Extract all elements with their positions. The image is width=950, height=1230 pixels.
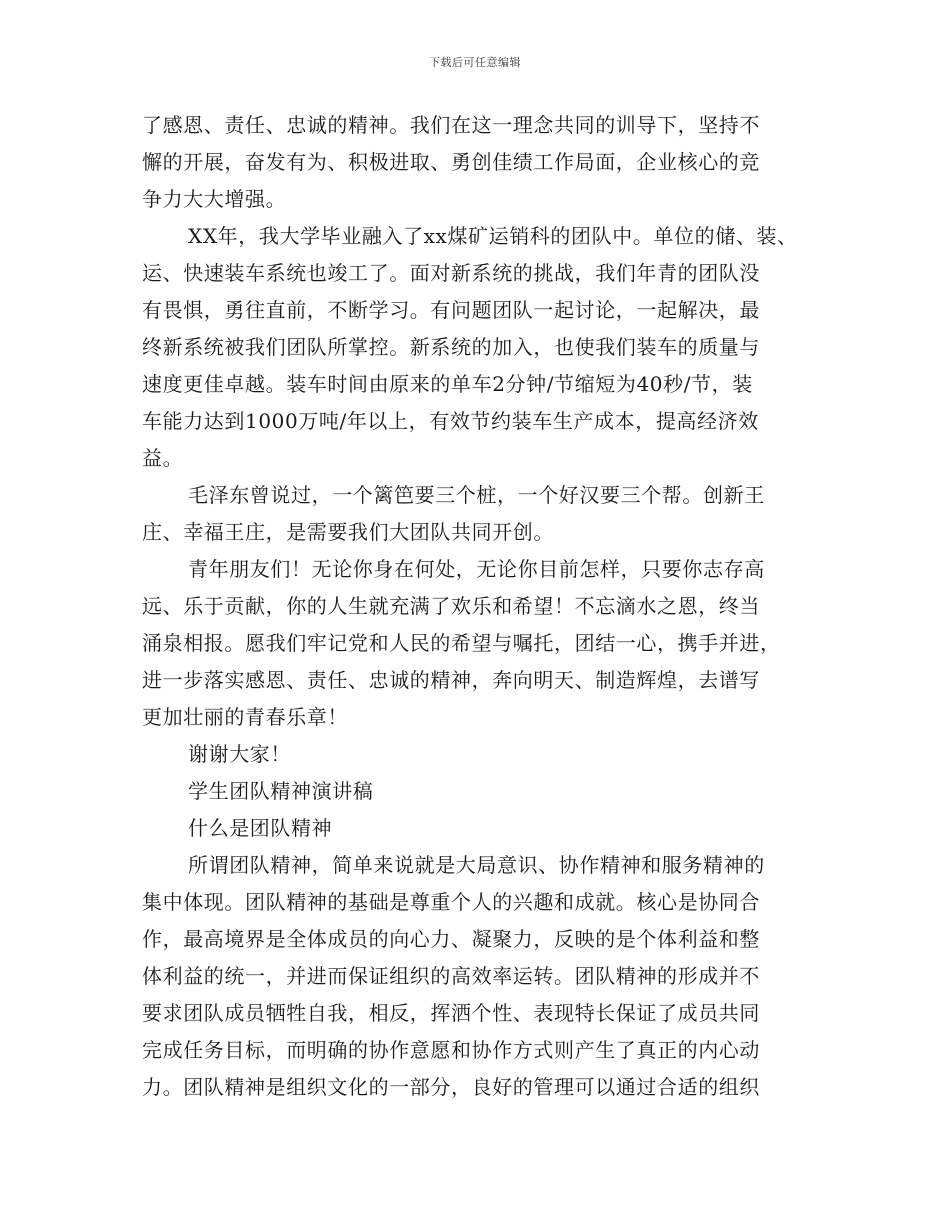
text-line: 益。 [142, 446, 184, 470]
page-header: 下载后可任意编辑 [429, 56, 521, 69]
text-line: 远、乐于贡献，你的人生就充满了欢乐和希望！不忘滴水之恩，终当 [142, 594, 760, 618]
text-line: 速度更佳卓越。装车时间由原来的单车2分钟/节缩短为40秒/节，装 [142, 372, 753, 396]
text-line: 完成任务目标，而明确的协作意愿和协作方式则产生了真正的内心动 [142, 1038, 760, 1062]
text-line: 懈的开展，奋发有为、积极进取、勇创佳绩工作局面，企业核心的竞 [142, 150, 760, 174]
document-body [142, 107, 832, 1106]
text-line: 争力大大增强。 [142, 187, 287, 211]
section-title: 学生团队精神演讲稿 [188, 779, 374, 803]
text-line: 有畏惧，勇往直前，不断学习。有问题团队一起讨论，一起解决，最 [142, 298, 760, 322]
text-line: 集中体现。团队精神的基础是尊重个人的兴趣和成就。核心是协同合 [142, 890, 760, 914]
text-line: XX年，我大学毕业融入了xx煤矿运销科的团队中。单位的储、装、 [188, 224, 798, 248]
text-line: 要求团队成员牺牲自我，相反，挥洒个性、表现特长保证了成员共同 [142, 1001, 760, 1025]
text-line: 车能力达到1000万吨/年以上，有效节约装车生产成本，提高经济效 [142, 409, 759, 433]
text-line: 力。团队精神是组织文化的一部分，良好的管理可以通过合适的组织 [142, 1075, 760, 1099]
text-line: 涌泉相报。愿我们牢记党和人民的希望与嘱托，团结一心，携手并进， [142, 631, 781, 655]
text-line: 进一步落实感恩、责任、忠诚的精神，奔向明天、制造辉煌，去谱写 [142, 668, 760, 692]
text-line: 更加壮丽的青春乐章！ [142, 705, 348, 729]
text-line: 庄、幸福王庄，是需要我们大团队共同开创。 [142, 520, 554, 544]
text-line: 体利益的统一，并进而保证组织的高效率运转。团队精神的形成并不 [142, 964, 760, 988]
text-line: 了感恩、责任、忠诚的精神。我们在这一理念共同的训导下，坚持不 [142, 113, 760, 137]
text-line: 运、快速装车系统也竣工了。面对新系统的挑战，我们年青的团队没 [142, 261, 760, 285]
text-line: 终新系统被我们团队所掌控。新系统的加入，也使我们装车的质量与 [142, 335, 760, 359]
text-line: 青年朋友们！无论你身在何处，无论你目前怎样，只要你志存高 [188, 557, 765, 581]
text-line: 谢谢大家！ [188, 742, 291, 766]
text-line: 所谓团队精神，简单来说就是大局意识、协作精神和服务精神的 [188, 853, 765, 877]
text-line: 毛泽东曾说过，一个篱笆要三个桩，一个好汉要三个帮。创新王 [188, 483, 765, 507]
section-subtitle: 什么是团队精神 [188, 816, 333, 840]
text-line: 作，最高境界是全体成员的向心力、凝聚力，反映的是个体利益和整 [142, 927, 760, 951]
